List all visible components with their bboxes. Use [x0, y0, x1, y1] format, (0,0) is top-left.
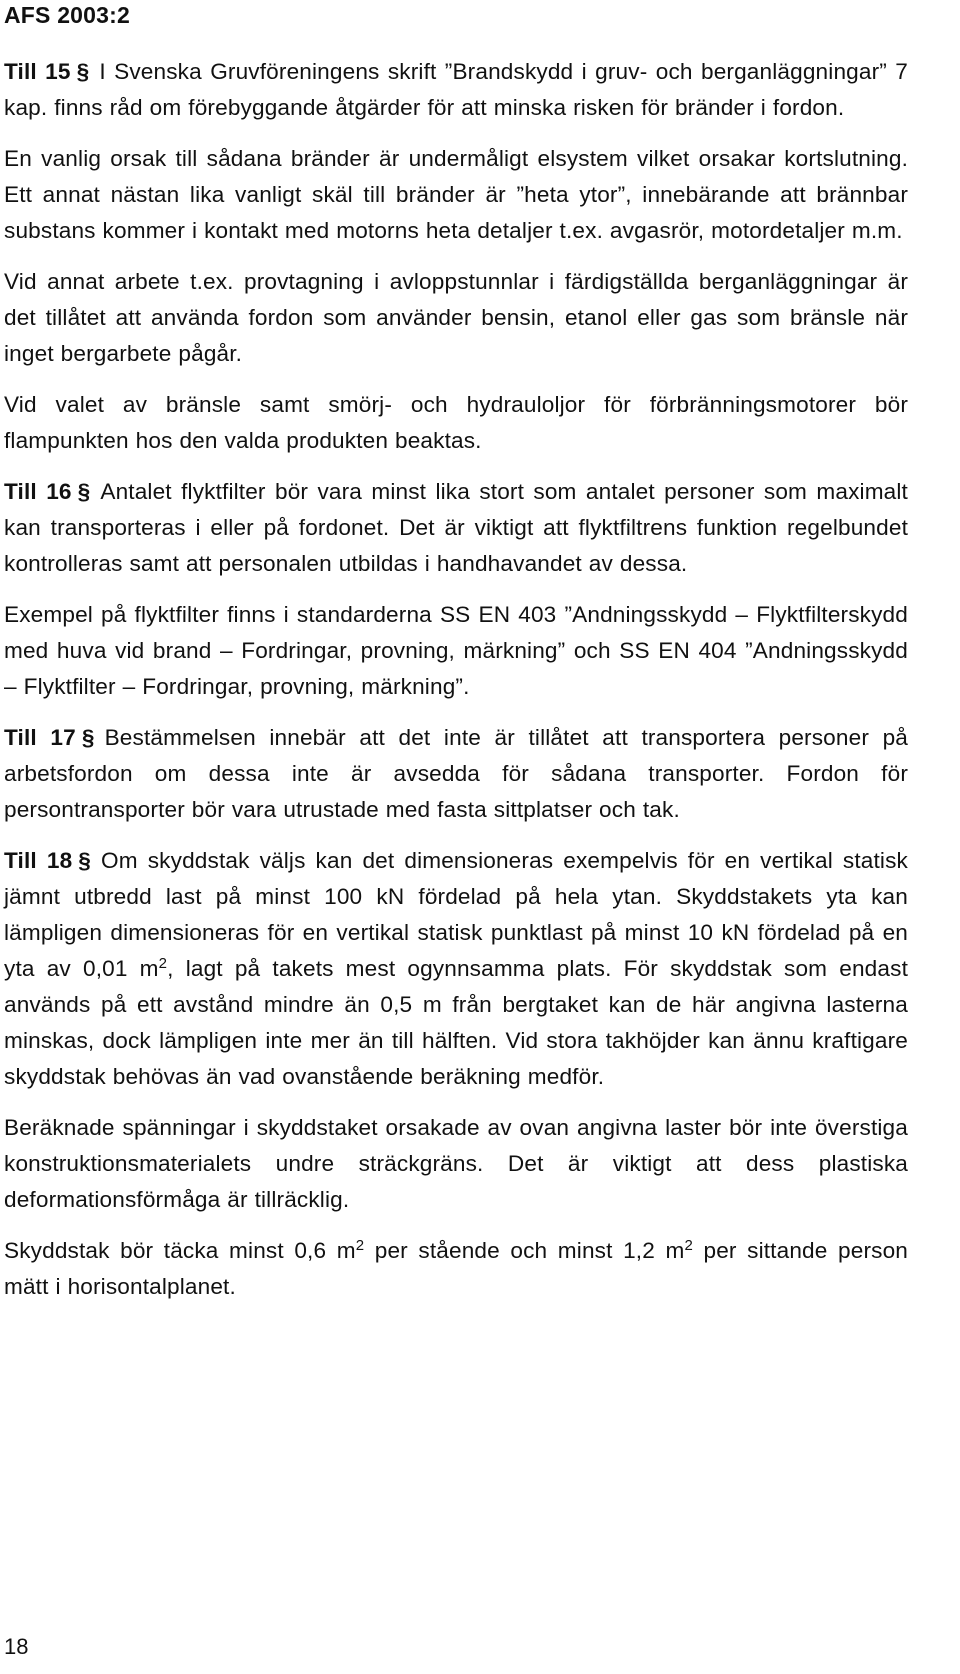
section-mark-icon: § — [76, 59, 90, 84]
paragraph-roof-coverage — [4, 1233, 908, 1305]
paragraph-till-18 — [4, 843, 908, 1095]
till-label: Till 17 — [4, 725, 76, 750]
paragraph-till-17 — [4, 720, 908, 828]
section-mark-icon: § — [78, 848, 92, 873]
superscript: 2 — [158, 955, 168, 972]
paragraph-text: Exempel på flyktfilter finns i standarderna SS EN 403 ”Andningsskydd – Flyktfilterskydd med huva vid brand – Fordringar, provning, märkning” och SS EN 404 ”Andningsskydd – Flyktfilter – Fordringar, provning, märkning”. — [4, 602, 908, 699]
paragraph-text: I Svenska Gruvföreningens skrift ”Brandskydd i gruv- och berganläggningar” 7 kap. finns råd om förebyggande åtgärder för att minska risken för bränder i fordon. — [4, 59, 909, 120]
paragraph-stress-limits — [4, 1110, 908, 1218]
paragraph-text: per sittande person mätt i horisontalplanet. — [4, 1238, 908, 1299]
paragraph-till-15 — [4, 54, 908, 126]
section-mark-icon: § — [81, 725, 95, 750]
paragraph-escape-filter-standards — [4, 597, 908, 705]
paragraph-text: Antalet flyktfilter bör vara minst lika stort som antalet personer som maximalt kan transporteras i eller på fordonet. Det är viktigt att flyktfiltrens funktion regelbundet kontrolleras samt att personalen utbildas i handhavandet av dessa. — [4, 479, 908, 576]
paragraph-text: Bestämmelsen innebär att det inte är tillåtet att transportera personer på arbetsfordon om dessa inte är avsedda för sådana transporter. Fordon för persontransporter bör vara utrustade med fasta sittplatser och tak. — [4, 725, 909, 822]
paragraph-electrical-fires — [4, 141, 908, 249]
paragraph-sewer-tunnels — [4, 264, 908, 372]
paragraph-text: per stående och minst 1,2 m — [364, 1238, 685, 1263]
till-label: Till 16 — [4, 479, 72, 504]
document-body — [4, 54, 908, 1320]
paragraph-fuel-choice — [4, 387, 908, 459]
page-number: 18 — [4, 1634, 29, 1659]
till-label: Till 15 — [4, 59, 71, 84]
till-label: Till 18 — [4, 848, 73, 873]
superscript: 2 — [684, 1237, 693, 1254]
superscript: 2 — [355, 1237, 365, 1254]
paragraph-text: Vid annat arbete t.ex. provtagning i avloppstunnlar i färdigställda berganläggningar är det tillåtet att använda fordon som använder bensin, etanol eller gas som bränsle när inget bergarbete pågår. — [4, 269, 908, 366]
paragraph-text: Beräknade spänningar i skyddstaket orsakade av ovan angivna laster bör inte överstiga konstruktionsmaterialets undre sträckgräns. Det är viktigt att dess plastiska deformationsförmåga är tillräcklig. — [4, 1115, 908, 1212]
paragraph-till-16 — [4, 474, 908, 582]
section-mark-icon: § — [77, 479, 91, 504]
paragraph-text: Om skyddstak väljs kan det dimensioneras exempelvis för en vertikal statisk jämnt utbredd last på minst 100 kN fördelad på hela ytan. Skyddstakets yta kan lämpligen dimensioneras för en vertikal statisk punktlast på minst 10 kN fördelad på en yta av 0,01 m — [4, 848, 908, 981]
paragraph-text: Vid valet av bränsle samt smörj- och hydrauloljor för förbränningsmotorer bör flampunkten hos den valda produkten beaktas. — [4, 392, 908, 453]
paragraph-text: En vanlig orsak till sådana bränder är undermåligt elsystem vilket orsakar kortslutning. Ett annat nästan lika vanligt skäl till bränder är ”heta ytor”, innebärande att brännbar substans kommer i kontakt med motorns heta detaljer t.ex. avgasrör, motordetaljer m.m. — [4, 146, 908, 243]
paragraph-text: Skyddstak bör täcka minst 0,6 m — [4, 1238, 356, 1263]
document-header: AFS 2003:2 — [4, 2, 131, 28]
paragraph-text: , lagt på takets mest ogynnsamma plats. För skyddstak som endast används på ett avstånd mindre än 0,5 m från bergtaket kan de här angivna lasterna minskas, dock lämpligen inte mer än till hälften. Vid stora takhöjder kan ännu kraftigare skyddstak behövas än vad ovanstående beräkning medför. — [4, 956, 908, 1089]
